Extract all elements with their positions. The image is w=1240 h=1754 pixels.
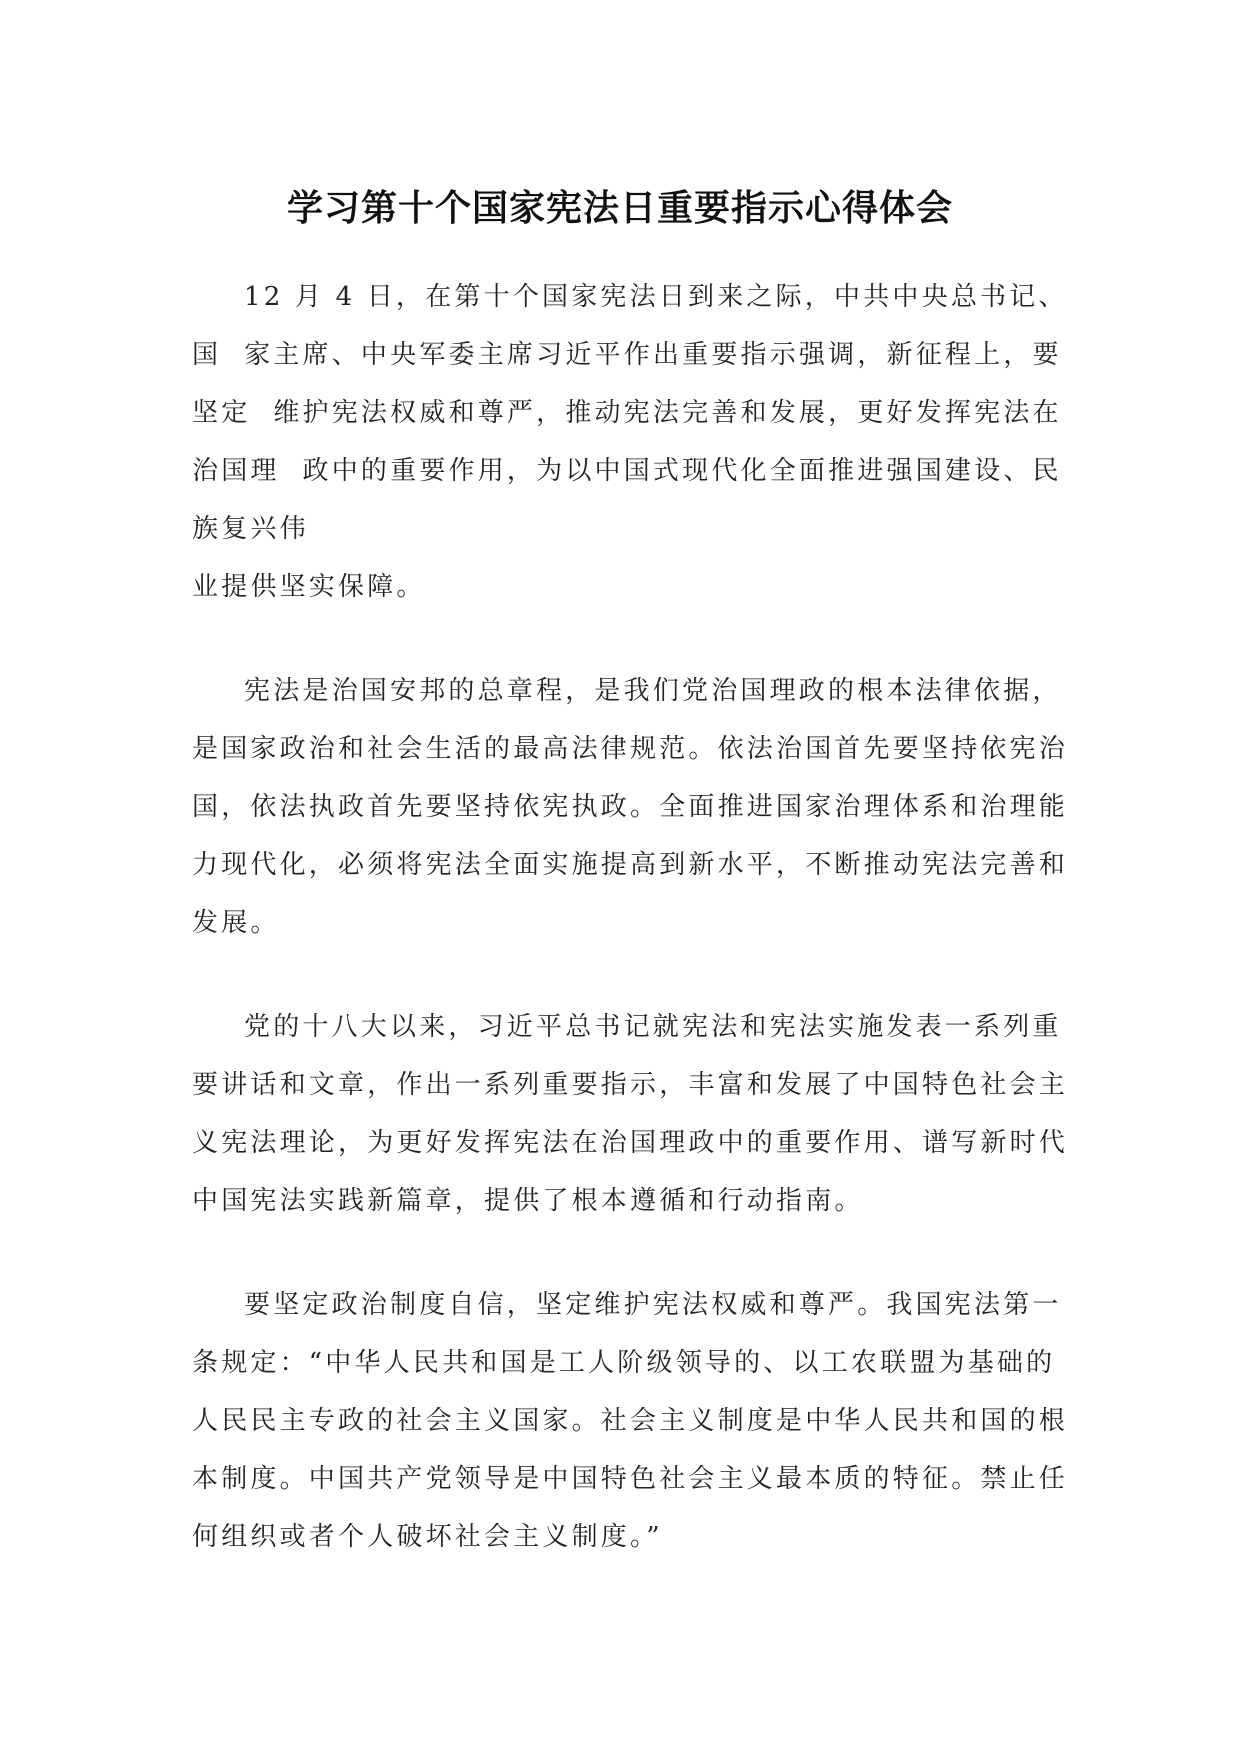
paragraph-line: 宪法是治国安邦的总章程，是我们党治国理政的根本法律依据， — [244, 676, 1062, 706]
paragraph-line: 坚定 维护宪法权威和尊严，推动宪法完善和发展，更好发挥宪法在 — [192, 398, 1062, 428]
paragraph-line: 国 家主席、中央军委主席习近平作出重要指示强调，新征程上，要 — [192, 340, 1062, 370]
paragraph-2 — [192, 662, 1069, 952]
paragraph-line: 何组织或者个人破坏社会主义制度。” — [192, 1522, 663, 1552]
paragraph-line: 要坚定政治制度自信，坚定维护宪法权威和尊严。我国宪法第一 — [244, 1290, 1062, 1320]
paragraph-3 — [192, 998, 1069, 1230]
paragraph-1 — [192, 268, 1068, 616]
paragraph-line: 本制度。中国共产党领导是中国特色社会主义最本质的特征。禁止任 — [192, 1464, 1069, 1494]
paragraph-line: 治国理 政中的重要作用，为以中国式现代化全面推进强国建设、民 — [192, 456, 1062, 486]
paragraph-line: 中国宪法实践新篇章，提供了根本遵循和行动指南。 — [192, 1186, 864, 1216]
paragraph-line: 力现代化，必须将宪法全面实施提高到新水平，不断推动宪法完善和 — [192, 850, 1069, 880]
paragraph-line: 义宪法理论，为更好发挥宪法在治国理政中的重要作用、谱写新时代 — [192, 1128, 1069, 1158]
paragraph-line: 族复兴伟 — [192, 514, 309, 544]
document-body — [192, 268, 1069, 1612]
paragraph-4 — [192, 1276, 1069, 1566]
document-title: 学习第十个国家宪法日重要指示心得体会 — [286, 188, 953, 229]
paragraph-line: 国，依法执政首先要坚持依宪执政。全面推进国家治理体系和治理能 — [192, 792, 1069, 822]
paragraph-line: 是国家政治和社会生活的最高法律规范。依法治国首先要坚持依宪治 — [192, 734, 1069, 764]
paragraph-line: 发展。 — [192, 908, 280, 938]
paragraph-line: 党的十八大以来，习近平总书记就宪法和宪法实施发表一系列重 — [244, 1012, 1062, 1042]
paragraph-line: 人民民主专政的社会主义国家。社会主义制度是中华人民共和国的根 — [192, 1406, 1069, 1436]
paragraph-line: 条规定：“中华人民共和国是工人阶级领导的、以工农联盟为基础的 — [192, 1348, 1056, 1378]
paragraph-line: 12 月 4 日，在第十个国家宪法日到来之际，中共中央总书记、 — [244, 282, 1068, 312]
paragraph-line: 业提供坚实保障。 — [192, 572, 426, 602]
paragraph-line: 要讲话和文章，作出一系列重要指示，丰富和发展了中国特色社会主 — [192, 1070, 1069, 1100]
